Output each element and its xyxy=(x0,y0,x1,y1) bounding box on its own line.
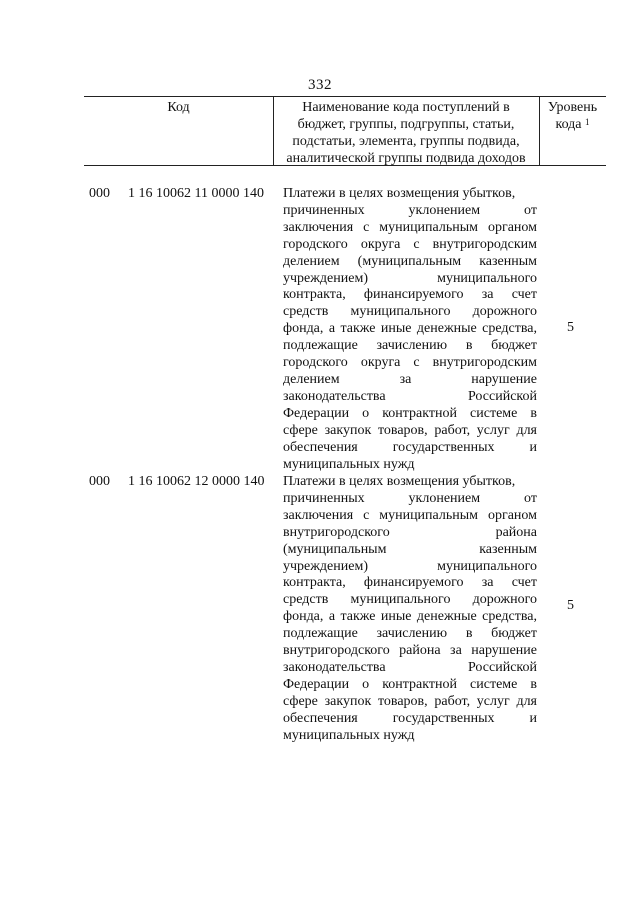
revenue-code: 1 16 10062 12 0000 140 xyxy=(128,474,265,489)
footnote-mark: 1 xyxy=(585,117,590,127)
header-name-line: аналитической группы подвида доходов xyxy=(286,151,526,166)
name-line: фонда, а также иные денежные средства, xyxy=(283,609,537,625)
name-line: городского округа с внутригородским xyxy=(283,355,537,371)
header-level-line xyxy=(539,116,606,133)
table-header xyxy=(84,96,606,166)
name-line: обеспечения государственных и xyxy=(283,710,537,726)
name-line: средств муниципального дорожного xyxy=(283,304,537,320)
header-name-line: подстатьи, элемента, группы подвида, xyxy=(292,134,520,149)
page-number: 332 xyxy=(308,77,332,93)
name-line: контракта, финансируемого за счет xyxy=(283,575,537,591)
name-line: делением (муниципальным казенным xyxy=(283,253,537,269)
name-line: заключения с муниципальным органом xyxy=(283,219,537,235)
revenue-code: 1 16 10062 11 0000 140 xyxy=(128,186,264,201)
name-line: законодательства Российской xyxy=(283,388,537,404)
header-level-line: Уровень xyxy=(547,100,598,115)
name-line: фонда, а также иные денежные средства, xyxy=(283,321,537,337)
name-line: муниципальных нужд xyxy=(283,727,415,743)
name-line: учреждением) муниципального xyxy=(283,270,537,286)
header-level-text: кода xyxy=(555,117,582,132)
name-line: заключения с муниципальным органом xyxy=(283,507,537,523)
header-level xyxy=(539,99,606,133)
name-line: подлежащие зачислению в бюджет xyxy=(283,338,537,354)
admin-code: 000 xyxy=(89,186,110,201)
name-line: учреждением) муниципального xyxy=(283,558,537,574)
name-line: средств муниципального дорожного xyxy=(283,592,537,608)
name-line: Федерации о контрактной системе в xyxy=(283,676,537,692)
name-line: городского округа с внутригородским xyxy=(283,236,537,252)
name-line: причиненных уклонением от xyxy=(283,202,537,218)
header-name xyxy=(273,99,539,167)
name-line: законодательства Российской xyxy=(283,659,537,675)
name-line: причиненных уклонением от xyxy=(283,490,537,506)
name-line: Платежи в целях возмещения убытков, xyxy=(283,186,516,201)
header-name-line: Наименование кода поступлений в xyxy=(302,100,510,115)
name-line: контракта, финансируемого за счет xyxy=(283,287,537,303)
revenue-name xyxy=(283,474,537,745)
code-level: 5 xyxy=(567,320,574,335)
name-line: внутригородского района за нарушение xyxy=(283,643,537,659)
name-line: внутригородского района xyxy=(283,524,537,540)
name-line: Федерации о контрактной системе в xyxy=(283,405,537,421)
name-line: сфере закупок товаров, работ, услуг для xyxy=(283,693,537,709)
header-name-line: бюджет, группы, подгруппы, статьи, xyxy=(297,117,515,132)
code-level: 5 xyxy=(567,598,574,613)
header-code: Код xyxy=(167,100,190,115)
name-line: Платежи в целях возмещения убытков, xyxy=(283,474,516,489)
revenue-name xyxy=(283,186,537,473)
name-line: муниципальных нужд xyxy=(283,456,415,472)
name-line: (муниципальным казенным xyxy=(283,541,537,557)
admin-code: 000 xyxy=(89,474,110,489)
name-line: сфере закупок товаров, работ, услуг для xyxy=(283,422,537,438)
name-line: обеспечения государственных и xyxy=(283,439,537,455)
name-line: подлежащие зачислению в бюджет xyxy=(283,626,537,642)
name-line: делением за нарушение xyxy=(283,371,537,387)
